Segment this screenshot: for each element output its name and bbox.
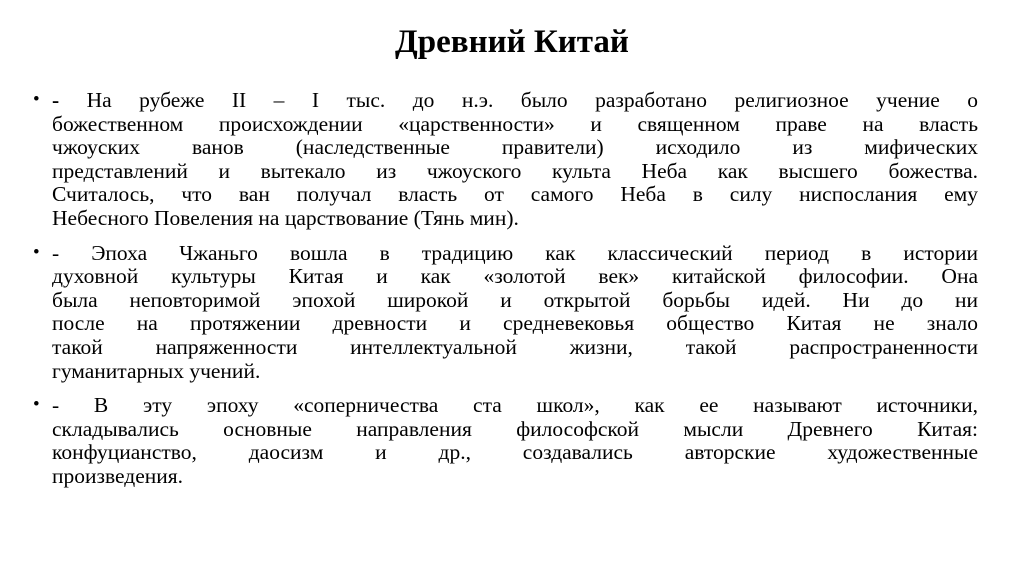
text-line: после на протяжении древности и средневековья общество Китая не знало [52,311,978,336]
text-line: представлений и вытекало из чжоуского культа Неба как высшего божества. [52,158,978,183]
bullet-text: На рубеже II – I тыс. до н.э. было разработано религиозное учение о [86,88,978,112]
bullet-item [33,242,978,384]
bullet-text: Эпоха Чжаньго вошла в традицию как классический период в истории [91,240,978,265]
text-line: Считалось, что ван получал власть от самого Неба в силу ниспослания ему [52,182,978,207]
text-line: такой напряженности интеллектуальной жизни, такой распространенности [52,334,978,359]
text-line: конфуцианство, даосизм и др., создавались авторские художественные [52,440,978,465]
text-line: духовной культуры Китая и как «золотой век» китайской философии. Она [52,264,978,289]
bullet-list [33,89,978,500]
bullet-icon: • [33,394,40,416]
bullet-text: В эту эпоху «соперничества ста школ», как ее называют источники, [93,393,978,418]
page-title: Древний Китай [395,24,629,60]
text-line: божественном происхождении «царственности» и священном праве на власть [52,111,978,136]
bullet-item [33,394,978,488]
bullet-icon: • [33,89,40,110]
bullet-dash: - [52,240,60,265]
text-line [52,242,978,266]
bullet-icon: • [33,241,40,263]
text-line: складывались основные направления философской мысли Древнего Китая: [52,416,978,441]
bullet-dash: - [52,393,60,418]
text-line: произведения. [52,463,184,488]
text-line: была неповторимой эпохой широкой и открытой борьбы идей. Ни до ни [52,287,978,312]
text-line [52,89,978,113]
text-line [52,394,978,418]
text-line: Небесного Повеления на царствование (Тянь мин). [52,205,519,230]
bullet-dash: - [52,88,60,112]
text-line: чжоуских ванов (наследственные правители) исходило из мифических [52,135,978,160]
bullet-item [33,89,978,231]
text-line: гуманитарных учений. [52,358,261,383]
